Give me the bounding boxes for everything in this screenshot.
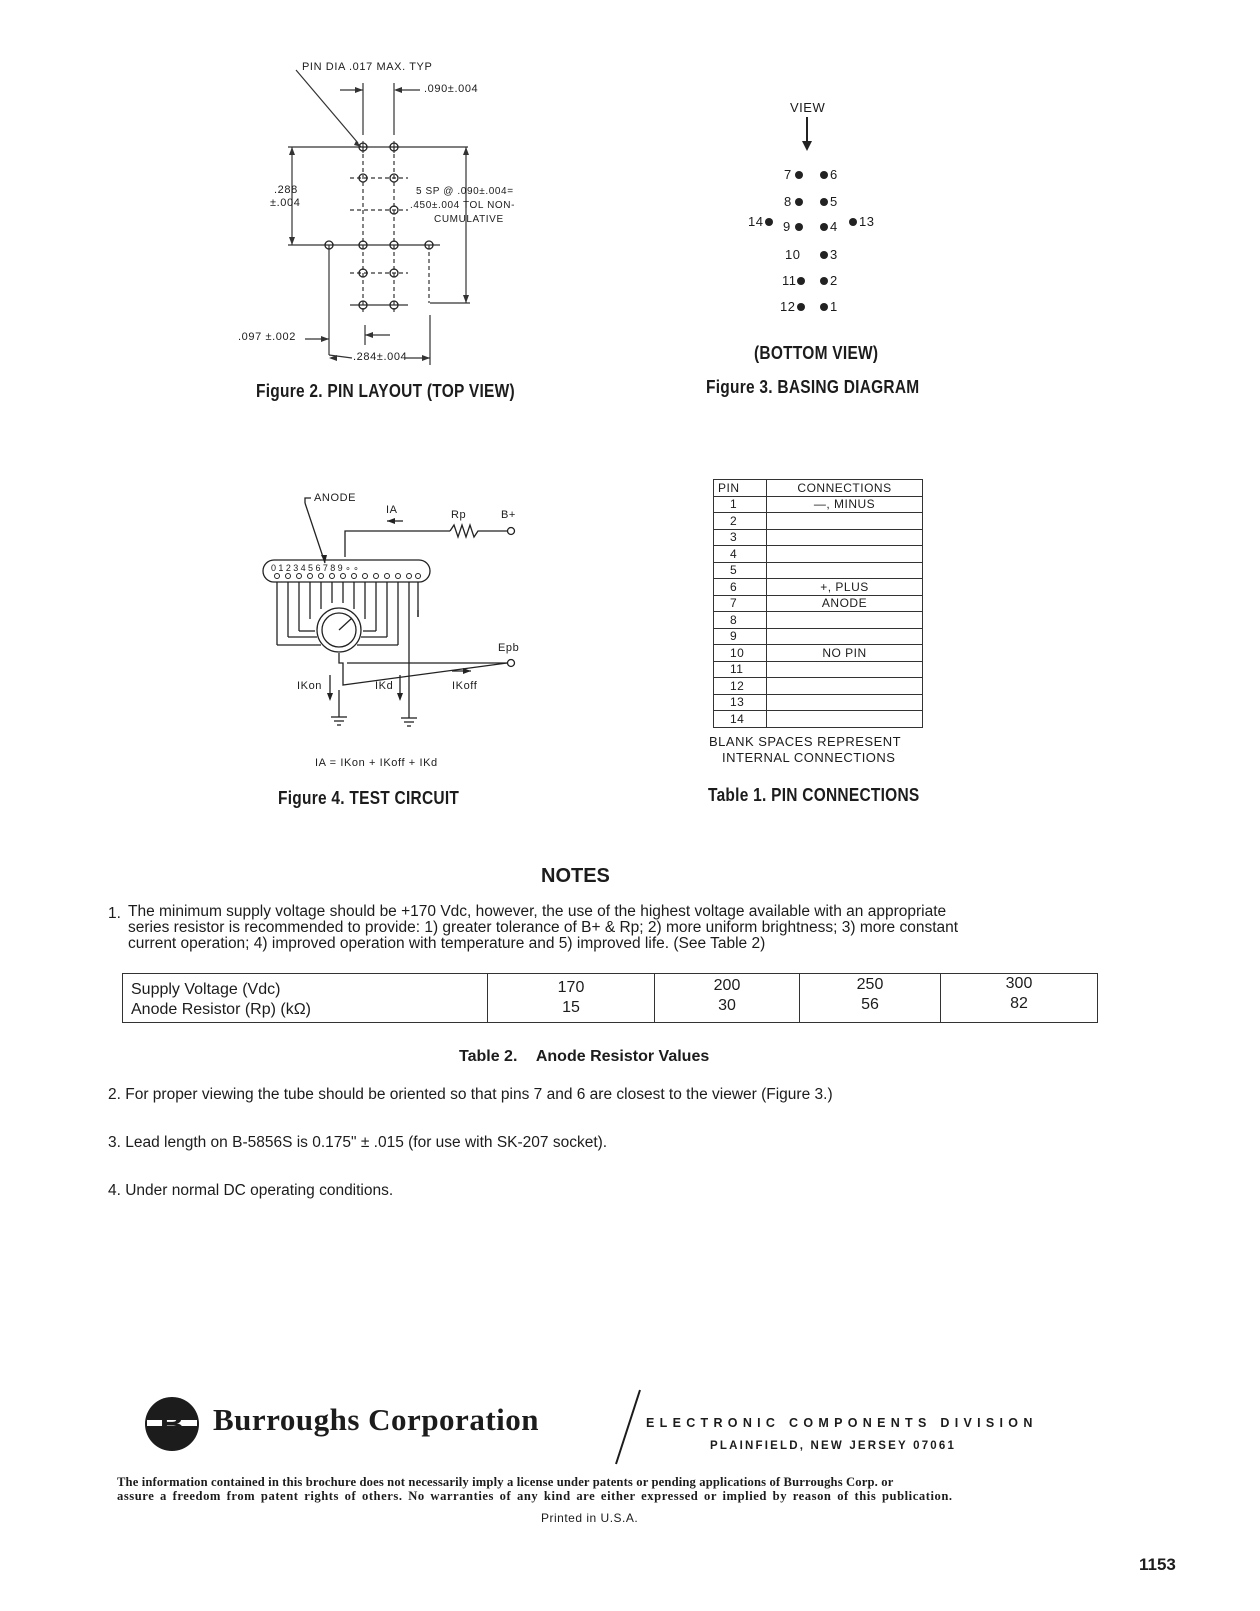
pin-2-label: 2 <box>830 273 838 288</box>
header-connections: CONNECTIONS <box>767 480 923 497</box>
resistor-value: 30 <box>718 997 736 1014</box>
pin-cell: 1 <box>714 496 767 513</box>
pin-cell: 14 <box>714 711 767 728</box>
connection-cell <box>767 661 923 678</box>
table-row <box>714 546 923 563</box>
decimal-right: ∘ <box>353 563 359 573</box>
note-1-line-3: current operation; 4) improved operation with temperature and 5) improved life. (See Table 2) <box>128 935 766 952</box>
pin-13-label: 13 <box>859 214 875 229</box>
figure-3-basing-diagram <box>740 95 900 375</box>
connection-cell <box>767 678 923 695</box>
anode-current-label: IA <box>386 504 398 516</box>
spacing-note-2: .450±.004 TOL NON- <box>410 200 516 211</box>
pin-cell: 12 <box>714 678 767 695</box>
pin-9-label: 9 <box>783 219 791 234</box>
column-200 <box>655 974 800 1023</box>
digit-2: 2 <box>285 563 291 573</box>
voltage-value: 200 <box>713 977 741 994</box>
burroughs-logo-icon <box>143 1395 201 1453</box>
pin-6-label: 6 <box>830 167 838 182</box>
digit-0: 0 <box>271 563 277 573</box>
table-1-note-line-1: BLANK SPACES REPRESENT <box>709 734 902 749</box>
table-1-pin-connections <box>713 479 923 728</box>
connection-cell <box>767 529 923 546</box>
current-equation: IA = IKon + IKoff + IKd <box>315 757 438 769</box>
pin-7-dot <box>795 171 803 179</box>
voltage-value: 170 <box>557 979 585 996</box>
connection-cell: —, MINUS <box>767 496 923 513</box>
column-170 <box>488 974 655 1023</box>
table-row <box>123 974 1098 1023</box>
figure-4-caption: Figure 4. TEST CIRCUIT <box>278 788 460 808</box>
digit-6: 6 <box>315 563 321 573</box>
table-header-row <box>714 480 923 497</box>
table-row <box>714 645 923 662</box>
connection-cell <box>767 612 923 629</box>
pin-4-label: 4 <box>830 219 838 234</box>
table-row <box>714 628 923 645</box>
resistor-value: 15 <box>562 999 580 1016</box>
pin-diameter-label: PIN DIA .017 MAX. TYP <box>302 61 433 73</box>
spacing-note-1: 5 SP @ .090±.004= <box>416 186 514 197</box>
table-2-caption <box>459 1048 709 1066</box>
table-row <box>714 678 923 695</box>
bplus-label: B+ <box>501 509 516 521</box>
pin-13-dot <box>849 218 857 226</box>
pin-9-dot <box>795 223 803 231</box>
note-1-line-2: series resistor is recommended to provide: 1) greater tolerance of B+ & Rp; 2) more uniform brightness; 3) more constant <box>128 919 959 936</box>
pin-5-label: 5 <box>830 194 838 209</box>
note-1-number: 1. <box>108 905 121 922</box>
connection-cell: ANODE <box>767 595 923 612</box>
page-number: 1153 <box>1139 1555 1176 1574</box>
table-row <box>714 579 923 596</box>
connection-cell: +, PLUS <box>767 579 923 596</box>
pin-cell: 2 <box>714 513 767 530</box>
connection-cell <box>767 546 923 563</box>
pin-11-label: 11 <box>782 273 797 288</box>
pin-cell: 3 <box>714 529 767 546</box>
pin-7-label: 7 <box>784 167 792 182</box>
pin-14-dot <box>765 218 773 226</box>
view-label: VIEW <box>790 100 826 115</box>
table-row <box>714 612 923 629</box>
epb-label: Epb <box>498 642 520 654</box>
spacing-note-3: CUMULATIVE <box>434 214 504 225</box>
pin-14-label: 14 <box>748 214 764 229</box>
pin-12-label: 12 <box>780 299 796 314</box>
pin-12-dot <box>797 303 805 311</box>
row-labels-cell <box>123 974 488 1023</box>
connection-cell: NO PIN <box>767 645 923 662</box>
table-row <box>714 529 923 546</box>
figure-3-caption: Figure 3. BASING DIAGRAM <box>706 377 920 397</box>
pin-cell: 5 <box>714 562 767 579</box>
supply-voltage-label: Supply Voltage (Vdc) <box>131 981 281 998</box>
table-row <box>714 513 923 530</box>
resistor-value: 82 <box>1010 995 1028 1012</box>
note-3: 3. Lead length on B-5856S is 0.175" ± .015 (for use with SK-207 socket). <box>108 1134 608 1151</box>
printed-in: Printed in U.S.A. <box>541 1511 639 1525</box>
bottom-view-label: (BOTTOM VIEW) <box>754 343 879 363</box>
table-2-caption-number: Table 2. <box>459 1048 518 1065</box>
header-pin: PIN <box>714 480 767 497</box>
anode-resistor-label: Anode Resistor (Rp) (kΩ) <box>131 1001 312 1018</box>
column-250 <box>800 974 941 1023</box>
ikoff-label: IKoff <box>452 680 478 692</box>
table-row <box>714 661 923 678</box>
height-label: .288 <box>274 184 298 196</box>
pin-1-label: 1 <box>830 299 838 314</box>
pin-cell: 6 <box>714 579 767 596</box>
pin-cell: 4 <box>714 546 767 563</box>
footer-slash <box>612 1388 642 1466</box>
svg-text:B: B <box>159 1406 185 1444</box>
pin-4-dot <box>820 223 828 231</box>
voltage-value: 300 <box>1005 975 1033 992</box>
pin-cell: 10 <box>714 645 767 662</box>
company-name: Burroughs Corporation <box>213 1402 539 1437</box>
pin-5-dot <box>820 198 828 206</box>
digit-7: 7 <box>322 563 328 573</box>
note-4: 4. Under normal DC operating conditions. <box>108 1182 394 1199</box>
anode-label: ANODE <box>314 492 357 504</box>
digit-1: 1 <box>278 563 284 573</box>
table-row <box>714 711 923 728</box>
note-2: 2. For proper viewing the tube should be oriented so that pins 7 and 6 are closest to the viewer (Figure 3.) <box>108 1086 833 1103</box>
figure-2-pin-layout <box>230 55 550 375</box>
division-name: ELECTRONIC COMPONENTS DIVISION <box>646 1416 1038 1430</box>
pin-10-label: 10 <box>785 247 801 262</box>
address: PLAINFIELD, NEW JERSEY 07061 <box>710 1440 957 1452</box>
voltage-value: 250 <box>856 976 884 993</box>
pin-cell: 8 <box>714 612 767 629</box>
connection-cell <box>767 513 923 530</box>
table-row <box>714 595 923 612</box>
note-1-line-1: The minimum supply voltage should be +170 Vdc, however, the use of the highest voltage available with an appropriate <box>128 903 947 920</box>
height-tolerance-label: ±.004 <box>270 197 301 209</box>
digit-8: 8 <box>330 563 336 573</box>
offset-left-label: .097 ±.002 <box>238 331 296 343</box>
connection-cell <box>767 694 923 711</box>
digit-9: 9 <box>337 563 343 573</box>
ikd-label: IKd <box>375 680 394 692</box>
pin-cell: 11 <box>714 661 767 678</box>
pin-cell: 9 <box>714 628 767 645</box>
pin-cell: 13 <box>714 694 767 711</box>
bottom-width-label: .284±.004 <box>353 351 408 363</box>
pin-cell: 7 <box>714 595 767 612</box>
pin-11-dot <box>797 277 805 285</box>
view-arrow-icon <box>800 117 814 153</box>
digit-3: 3 <box>293 563 299 573</box>
pin-3-label: 3 <box>830 247 838 262</box>
table-2-anode-resistor <box>122 973 1098 1023</box>
table-row <box>714 562 923 579</box>
connection-cell <box>767 562 923 579</box>
figure-2-caption: Figure 2. PIN LAYOUT (TOP VIEW) <box>256 381 515 401</box>
top-spacing-label: .090±.004 <box>424 83 479 95</box>
pin-connections-table <box>713 479 923 728</box>
anode-resistor-table <box>122 973 1098 1023</box>
table-1-note-line-2: INTERNAL CONNECTIONS <box>722 750 896 765</box>
decimal-left: ∘ <box>345 563 351 573</box>
table-1-caption: Table 1. PIN CONNECTIONS <box>708 785 920 805</box>
column-300 <box>941 974 1098 1023</box>
pin-8-label: 8 <box>784 194 792 209</box>
ikon-label: IKon <box>297 680 323 692</box>
test-circuit-drawing <box>255 485 545 745</box>
notes-title: NOTES <box>541 865 610 887</box>
rp-label: Rp <box>451 509 467 521</box>
pin-2-dot <box>820 277 828 285</box>
pin-1-dot <box>820 303 828 311</box>
tube-digit-row <box>271 563 359 574</box>
table-row <box>714 694 923 711</box>
digit-5: 5 <box>308 563 314 573</box>
figure-4-test-circuit <box>255 485 545 785</box>
digit-4: 4 <box>300 563 306 573</box>
pin-6-dot <box>820 171 828 179</box>
connection-cell <box>767 628 923 645</box>
pin-3-dot <box>820 251 828 259</box>
disclaimer-line-1: The information contained in this brochure does not necessarily imply a license under patents or pending applications of Burroughs Corp. or <box>117 1475 894 1489</box>
pin-8-dot <box>795 198 803 206</box>
connection-cell <box>767 711 923 728</box>
resistor-value: 56 <box>861 996 879 1013</box>
table-row <box>714 496 923 513</box>
table-2-caption-text: Anode Resistor Values <box>535 1048 710 1065</box>
disclaimer-line-2: assure a freedom from patent rights of others. No warranties of any kind are either expressed or implied by reason of this publication. <box>117 1489 953 1503</box>
